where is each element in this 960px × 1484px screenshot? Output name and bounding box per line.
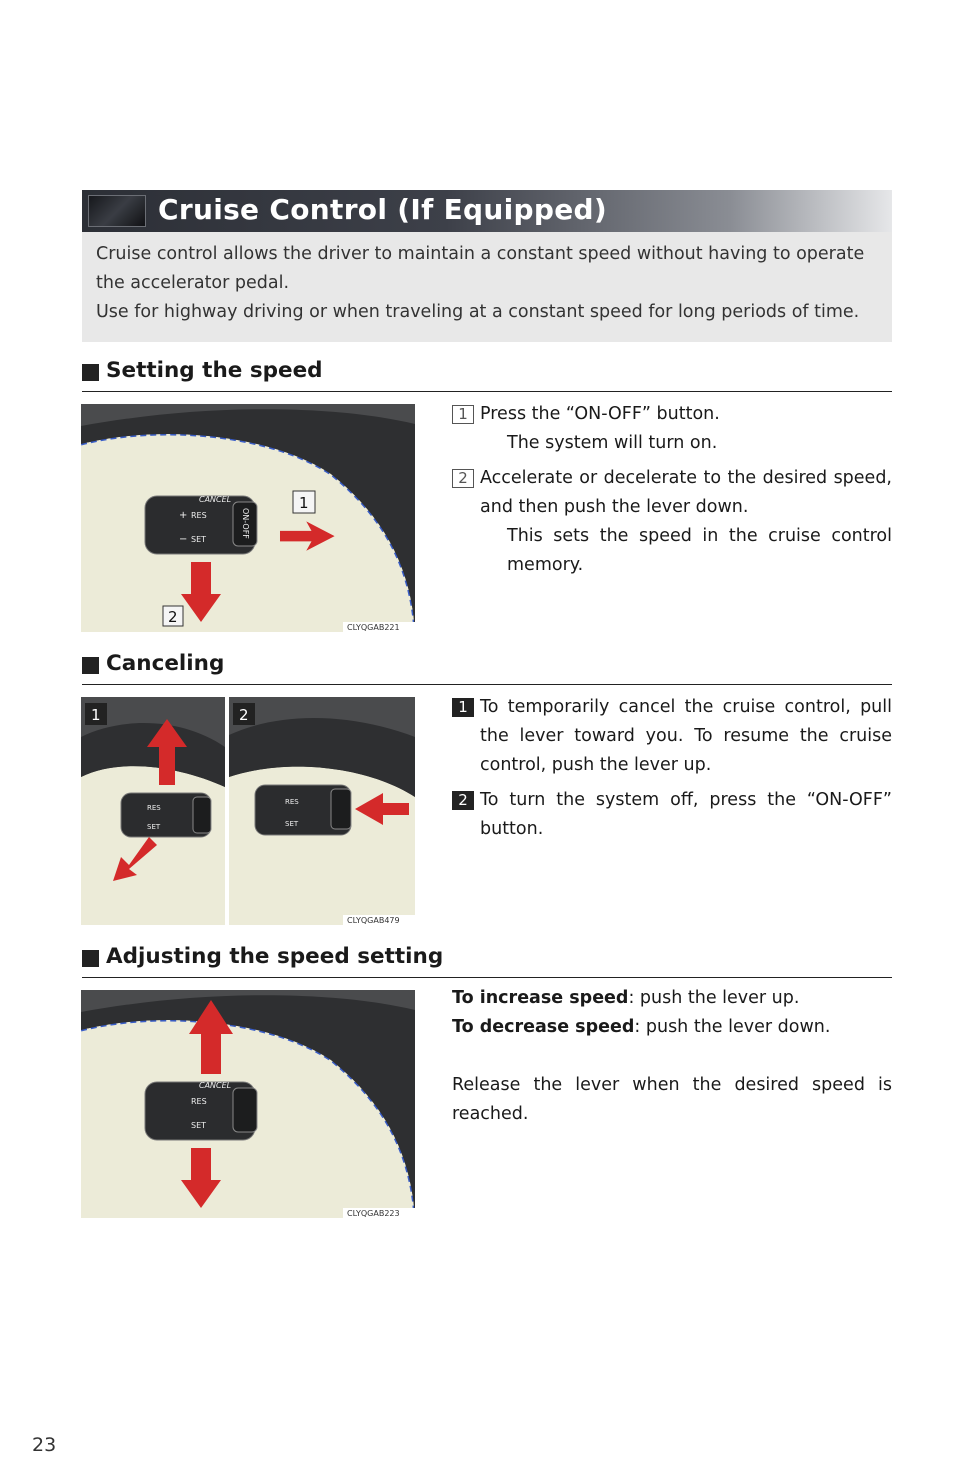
adjust-res-text: RES [191, 1097, 207, 1106]
figure-code-text: CLYQGAB221 [347, 623, 400, 632]
panel-2-label: 2 [239, 706, 249, 724]
canceling-step-2 [452, 786, 892, 844]
increase-line [452, 984, 892, 1013]
lever-cancel-text: CANCEL [199, 495, 232, 504]
cancel-panel-2 [229, 697, 415, 925]
canceling-step-1 [452, 693, 892, 780]
figure-setting-speed [81, 404, 415, 632]
setting-step-1 [452, 400, 892, 429]
lever-minus-text: − [179, 534, 188, 545]
canceling-steps [452, 693, 892, 844]
callout-1-text: 1 [299, 494, 309, 512]
panel2-res-text: RES [285, 798, 299, 806]
intro-line-2: Use for highway driving or when traveling at a constant speed for long periods of time. [96, 302, 860, 322]
setting-step-2-text: Accelerate or decelerate to the desired speed, and then push the lever down. [480, 468, 892, 517]
step-number-1: 1 [452, 405, 474, 424]
panel-1-label: 1 [91, 706, 101, 724]
section-title-bar [82, 190, 892, 232]
title-swatch-icon [88, 195, 146, 227]
page-number: 23 [32, 1434, 57, 1456]
lever-onoff-text: ON-OFF [241, 508, 250, 539]
setting-steps [452, 400, 892, 580]
bullet-square-icon [82, 950, 99, 967]
panel2-set-text: SET [285, 820, 299, 828]
release-text: Release the lever when the desired speed is reached. [452, 1075, 892, 1124]
panel1-set-text: SET [147, 823, 161, 831]
section-heading-setting [82, 360, 892, 392]
cancel-panel-1 [81, 697, 225, 925]
decrease-text: : push the lever down. [634, 1017, 831, 1037]
setting-step-1-text: Press the “ON-OFF” button. [480, 404, 720, 424]
increase-label: To increase speed [452, 988, 629, 1008]
section-heading-label: Canceling [106, 651, 225, 676]
setting-step-2 [452, 464, 892, 522]
page-title: Cruise Control (If Equipped) [158, 193, 607, 226]
canceling-step-2-text: To turn the system off, press the “ON-OFF” button. [480, 790, 892, 839]
callout-2-text: 2 [168, 608, 178, 626]
increase-text: : push the lever up. [628, 988, 800, 1008]
section-heading-label: Setting the speed [106, 358, 323, 383]
adjusting-text [452, 984, 892, 1129]
lever-res-text: RES [191, 511, 207, 520]
section-heading-label: Adjusting the speed setting [106, 944, 444, 969]
section-heading-adjusting [82, 946, 892, 978]
figure-adjusting-speed [81, 990, 415, 1218]
decrease-label: To decrease speed [452, 1017, 635, 1037]
decrease-line [452, 1013, 892, 1042]
intro-box [82, 232, 892, 342]
step-number-2: 2 [452, 791, 474, 810]
setting-step-2-sub: This sets the speed in the cruise control memory. [507, 526, 892, 575]
canceling-step-1-text: To temporarily cancel the cruise control, pull the lever toward you. To resume the cruise control, push the lever up. [480, 697, 892, 775]
intro-line-1: Cruise control allows the driver to maintain a constant speed without having to operate the accelerator pedal. [96, 244, 865, 293]
figure-canceling [81, 697, 415, 925]
figure-code-text: CLYQGAB223 [347, 1209, 400, 1218]
lever-set-text: SET [191, 535, 207, 544]
bullet-square-icon [82, 364, 99, 381]
adjust-set-text: SET [191, 1121, 207, 1130]
step-number-2: 2 [452, 469, 474, 488]
figure-code-text: CLYQGAB479 [347, 916, 400, 925]
setting-step-1-sub: The system will turn on. [507, 433, 718, 453]
step-number-1: 1 [452, 698, 474, 717]
lever-plus-text: + [179, 510, 188, 521]
section-heading-canceling [82, 653, 892, 685]
bullet-square-icon [82, 657, 99, 674]
adjust-cancel-text: CANCEL [199, 1081, 232, 1090]
panel1-res-text: RES [147, 804, 161, 812]
